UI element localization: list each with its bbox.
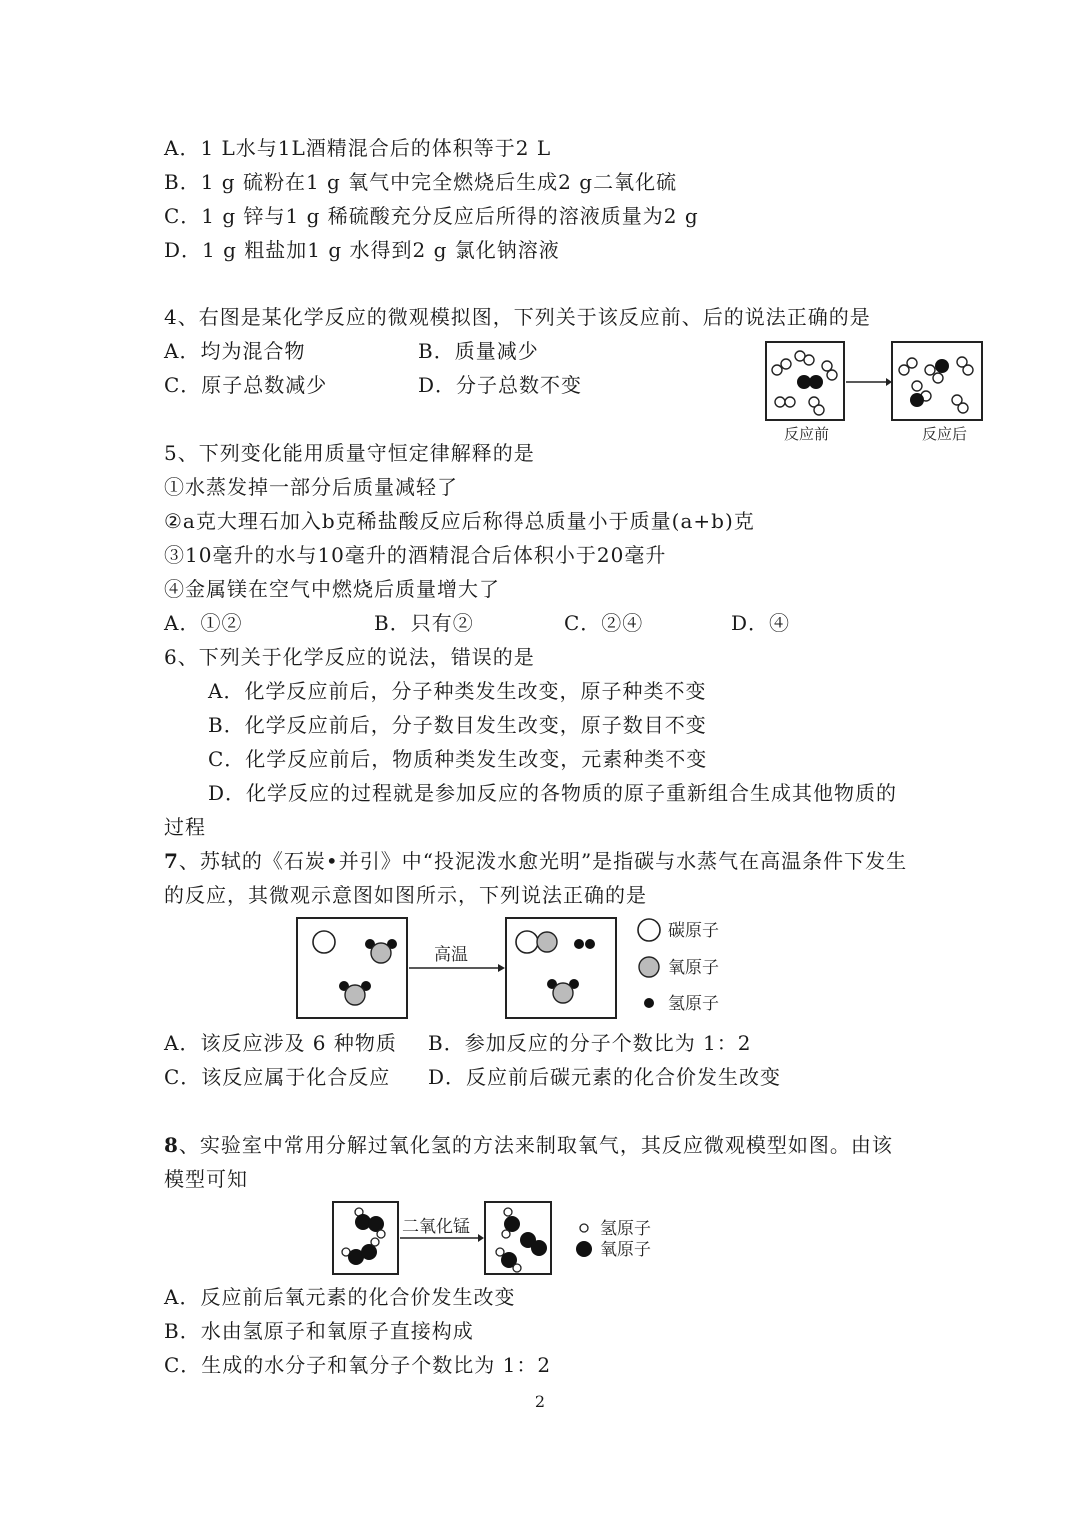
q8-legend-hydrogen: 氢原子 — [600, 1219, 651, 1239]
q4-option-a: A．均为混合物 — [164, 339, 306, 363]
q5-option-c: C．②④ — [564, 611, 644, 635]
q5-statement-4: ④金属镁在空气中燃烧后质量增大了 — [164, 577, 500, 601]
q7-h2-molecule — [574, 939, 595, 949]
q7-legend-carbon: 碳原子 — [668, 921, 719, 941]
q4-option-d: D．分子总数不变 — [418, 373, 583, 397]
q6-option-d-cont: 过程 — [164, 815, 206, 839]
q8-after-box — [485, 1202, 551, 1274]
q7-legend-oxygen: 氧原子 — [668, 958, 719, 978]
q6-option-b: B．化学反应前后，分子数目发生改变，原子数目不变 — [208, 713, 707, 737]
q7-co-molecule — [516, 931, 557, 953]
q7-number: 7 — [164, 849, 179, 873]
q4-before-label: 反应前 — [784, 425, 830, 443]
q5-statement-2: ②a克大理石加入b克稀盐酸反应后称得总质量小于质量(a+b)克 — [164, 509, 755, 533]
q8-legend-oxygen: 氧原子 — [600, 1240, 651, 1260]
q8-option-b: B．水由氢原子和氧原子直接构成 — [164, 1319, 474, 1343]
q5-option-a: A．①② — [164, 611, 243, 635]
q8-water-molecule-2 — [496, 1248, 521, 1272]
q5-option-b: B．只有② — [374, 611, 474, 635]
q8-h2o2-molecule-1 — [355, 1208, 385, 1238]
q8-legend-oxygen-icon — [576, 1241, 592, 1257]
q4-option-c: C．原子总数减少 — [164, 373, 328, 397]
q8-stem — [164, 1133, 893, 1157]
q7-option-d: D．反应前后碳元素的化合价发生改变 — [428, 1065, 782, 1089]
q8-reaction-diagram — [330, 1198, 670, 1280]
q7-stem-cont: 的反应，其微观示意图如图所示，下列说法正确的是 — [164, 883, 647, 907]
q7-legend-hydrogen-icon — [644, 998, 654, 1008]
page-number: 2 — [534, 1392, 546, 1411]
q6-stem: 6、下列关于化学反应的说法，错误的是 — [164, 645, 535, 669]
q4-reaction-diagram — [762, 338, 988, 446]
q7-stem-text: 、苏轼的《石炭•并引》中“投泥泼水愈光明”是指碳与水蒸气在高温条件下发生 — [178, 849, 908, 873]
q4-after-label: 反应后 — [922, 425, 968, 443]
q6-option-c: C．化学反应前后，物质种类发生改变，元素种类不变 — [208, 747, 708, 771]
q8-water-molecule-1 — [502, 1208, 520, 1238]
q4-option-b: B．质量减少 — [418, 339, 539, 363]
q3-option-c: C．1 g 锌与1 g 稀硫酸充分反应后所得的溶液质量为2 g — [164, 204, 699, 228]
q7-legend-hydrogen: 氢原子 — [668, 994, 719, 1014]
q5-option-d: D．④ — [731, 611, 791, 635]
q4-before-black-molecule — [797, 375, 823, 389]
q8-h2o2-molecule-2 — [342, 1238, 379, 1265]
q7-reaction-diagram — [294, 914, 734, 1024]
q8-legend-hydrogen-icon — [580, 1224, 588, 1232]
q8-option-a: A．反应前后氧元素的化合价发生改变 — [164, 1285, 516, 1309]
q3-option-a: A．1 L水与1L酒精混合后的体积等于2 L — [164, 136, 552, 160]
q7-stem — [164, 849, 907, 873]
q5-statement-3: ③10毫升的水与10毫升的酒精混合后体积小于20毫升 — [164, 543, 667, 567]
q7-option-b: B．参加反应的分子个数比为 1：2 — [428, 1031, 752, 1055]
q7-option-c: C．该反应属于化合反应 — [164, 1065, 391, 1089]
q8-stem-cont: 模型可知 — [164, 1167, 248, 1191]
q8-option-c: C．生成的水分子和氧分子个数比为 1：2 — [164, 1353, 552, 1377]
q3-option-d: D．1 g 粗盐加1 g 水得到2 g 氯化钠溶液 — [164, 238, 560, 262]
q7-carbon-atom — [313, 931, 335, 953]
q7-condition: 高温 — [434, 945, 468, 965]
q8-before-box — [333, 1202, 398, 1274]
q5-statement-1: ①水蒸发掉一部分后质量减轻了 — [164, 475, 458, 499]
q8-stem-text: 、实验室中常用分解过氧化氢的方法来制取氧气，其反应微观模型如图。由该 — [178, 1133, 893, 1157]
q7-option-a: A．该反应涉及 6 种物质 — [164, 1031, 397, 1055]
q6-option-a: A．化学反应前后，分子种类发生改变，原子种类不变 — [208, 679, 707, 703]
q3-option-b: B．1 g 硫粉在1 g 氧气中完全燃烧后生成2 g二氧化硫 — [164, 170, 678, 194]
q4-stem: 4、右图是某化学反应的微观模拟图，下列关于该反应前、后的说法正确的是 — [164, 305, 871, 329]
q7-legend-carbon-icon — [638, 919, 660, 941]
q8-o2-molecule — [520, 1232, 547, 1256]
q5-stem: 5、下列变化能用质量守恒定律解释的是 — [164, 441, 535, 465]
q7-water-molecule-1 — [365, 939, 397, 963]
q6-option-d: D．化学反应的过程就是参加反应的各物质的原子重新组合生成其他物质的 — [208, 781, 898, 805]
q8-catalyst: 二氧化锰 — [402, 1217, 470, 1237]
q7-water-molecule-3 — [547, 979, 579, 1003]
q8-number: 8 — [164, 1133, 179, 1157]
q7-legend-oxygen-icon — [639, 957, 659, 977]
q7-water-molecule-2 — [339, 981, 371, 1005]
